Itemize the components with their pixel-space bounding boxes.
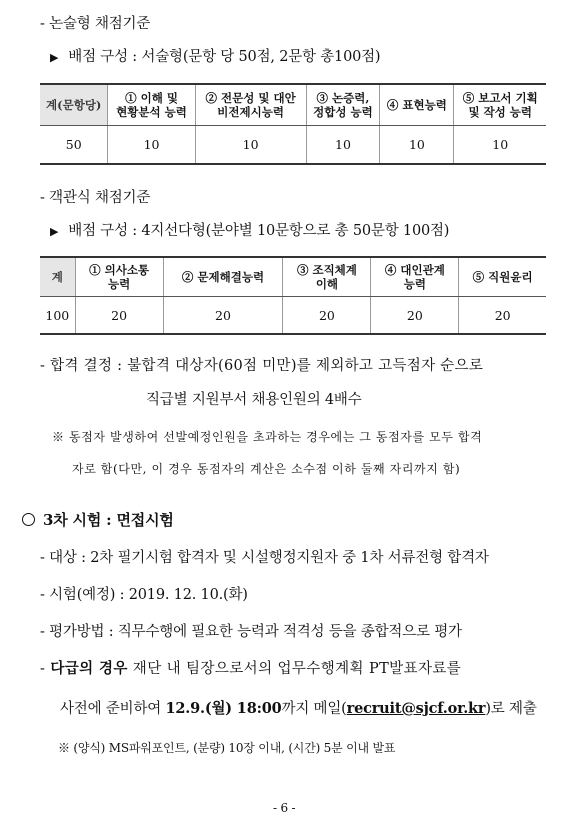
essay-header-cell-3: ③ 논증력, 정합성 능력 [306,84,380,126]
section2-allocation: 배점 구성 : 4지선다형(분야별 10문항으로 총 50문항 100점) [68,223,450,239]
essay-header-cell-2: ② 전문성 및 대안 비전제시능력 [195,84,306,126]
essay-header-cell-0: 계(문항당) [40,84,108,126]
exam3-submit-row [60,697,537,718]
essay-header-cell-1: ① 이해 및 현황분석 능력 [108,84,195,126]
objective-header-cell-5: ⑤ 직원윤리 [459,257,546,297]
objective-value-cell-2: 20 [163,297,283,335]
objective-value-cell-4: 20 [371,297,459,335]
submit-mid: 까지 메일( [281,701,347,717]
objective-header-cell-4: ④ 대인관계 능력 [371,257,459,297]
pass-decision-line1: - 합격 결정 : 불합격 대상자(60점 미만)를 제외하고 고득점자 순으로 [40,358,484,374]
section1-heading: - 논술형 채점기준 [40,16,151,32]
format-note: ※ (양식) MS파워포인트, (분량) 10장 이내, (시간) 5분 이내 발표 [58,741,396,755]
objective-value-cell-3: 20 [283,297,371,335]
section2-heading: - 객관식 채점기준 [40,190,151,206]
submit-deadline: 12.9.(월) 18:00 [165,700,282,717]
essay-value-cell-5: 10 [454,126,546,165]
exam3-title: 3차 시험 : 면접시험 [43,511,174,529]
section1-allocation: 배점 구성 : 서술형(문항 당 50점, 2문항 총100점) [68,49,381,65]
exam3-method: - 평가방법 : 직무수행에 필요한 능력과 적격성 등을 종합적으로 평가 [40,624,462,640]
exam3-case-row [40,657,461,678]
essay-value-cell-3: 10 [306,126,380,165]
tie-note-line2: 자로 함(다만, 이 경우 동점자의 계산은 소수점 이하 둘째 자리까지 함) [72,462,461,476]
objective-header-cell-1: ① 의사소통 능력 [75,257,163,297]
objective-header-cell-3: ③ 조직체계 이해 [283,257,371,297]
objective-value-cell-5: 20 [459,297,546,335]
objective-header-cell-2: ② 문제해결능력 [163,257,283,297]
essay-value-cell-4: 10 [380,126,454,165]
section2-allocation-row [50,219,449,240]
exam3-target: - 대상 : 2차 필기시험 합격자 및 시설행정지원자 중 1차 서류전형 합격자 [40,550,489,566]
triangle-bullet-icon: ▶ [50,51,59,64]
pass-decision-line2: 직급별 지원부서 채용인원의 4배수 [146,392,362,408]
exam3-date: - 시험(예정) : 2019. 12. 10.(화) [40,587,248,603]
essay-header-cell-4: ④ 표현능력 [380,84,454,126]
objective-value-cell-1: 20 [75,297,163,335]
submit-post: )로 제출 [485,701,537,717]
submit-pre: 사전에 준비하여 [60,701,166,717]
circle-bullet-icon [22,513,35,526]
case-prefix: - [40,661,51,677]
essay-header-cell-5: ⑤ 보고서 기획 및 작성 능력 [454,84,546,126]
objective-value-cell-0: 100 [45,307,70,323]
page-number: - 6 - [273,801,296,815]
tie-note-line1: ※ 동점자 발생하여 선발예정인원을 초과하는 경우에는 그 동점자를 모두 합격 [52,430,483,444]
submit-email-link[interactable]: recruit@sjcf.or.kr [346,700,486,717]
exam3-title-row [22,509,174,530]
objective-criteria-table [40,256,546,335]
essay-criteria-table [40,83,546,165]
triangle-bullet-icon: ▶ [50,225,59,238]
objective-header-cell-0: 계 [40,257,75,297]
section1-allocation-row [50,45,380,66]
case-bold: 다급의 경우 [50,660,128,677]
case-rest: 재단 내 팀장으로서의 업무수행계획 PT발표자료를 [127,661,462,677]
essay-value-cell-2: 10 [195,126,306,165]
essay-value-cell-0: 50 [65,137,82,152]
essay-value-cell-1: 10 [108,126,195,165]
